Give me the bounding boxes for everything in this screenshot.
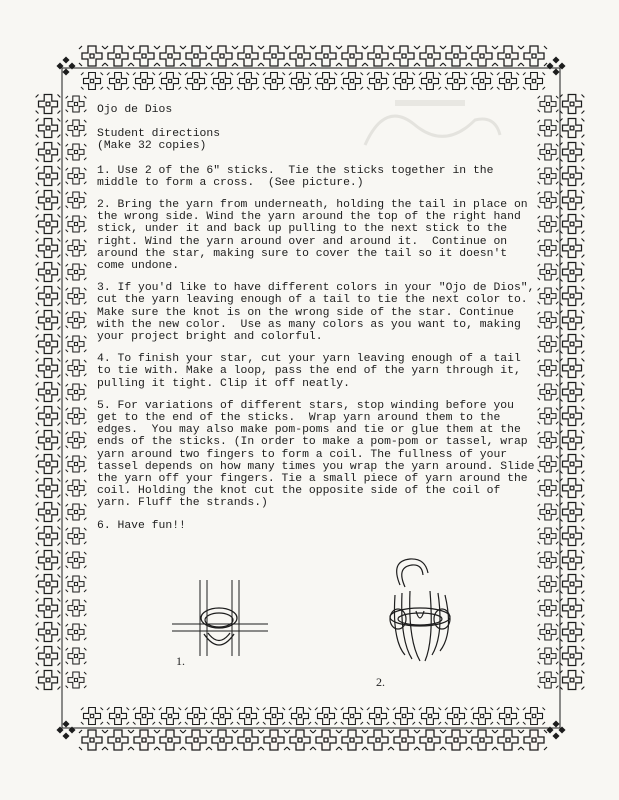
border-motif [538, 552, 559, 568]
border-motif [560, 623, 585, 642]
border-motif [538, 576, 559, 592]
border-motif [107, 708, 129, 725]
border-motif [391, 46, 417, 66]
border-motif [105, 46, 131, 66]
border-motif [66, 432, 87, 448]
border-motif [66, 264, 87, 280]
border-motif [495, 46, 521, 66]
border-motif [538, 264, 559, 280]
border-motif [560, 407, 585, 426]
border-motif [560, 479, 585, 498]
border-motif [365, 46, 391, 66]
border-motif [81, 73, 103, 90]
border-motif [538, 360, 559, 376]
border-motif [263, 708, 285, 725]
border-motif [417, 730, 443, 750]
border-motif [560, 551, 585, 570]
border-motif [560, 431, 585, 450]
border-motif [391, 730, 417, 750]
border-motif [36, 527, 61, 546]
border-motif [36, 431, 61, 450]
border-motif [560, 191, 585, 210]
border-motif [66, 408, 87, 424]
border-motif [36, 335, 61, 354]
border-motif [443, 46, 469, 66]
step-4: 4. To finish your star, cut your yarn leaving enough of a tail to tie with. Make a loop, pass the end of the yarn through it, pulling it tight. Clip it off neatly. [97, 353, 528, 390]
border-motif [560, 215, 585, 234]
border-motif [560, 263, 585, 282]
border-motif [36, 263, 61, 282]
figure-2-label: 2. [376, 675, 385, 689]
border-motif [497, 708, 519, 725]
border-motif [445, 708, 467, 725]
border-motif [393, 708, 415, 725]
border-motif [495, 730, 521, 750]
border-motif [66, 120, 87, 136]
border-motif [66, 528, 87, 544]
border-motif [538, 408, 559, 424]
border-motif [183, 46, 209, 66]
border-motif [341, 708, 363, 725]
directions-text [97, 104, 542, 542]
border-motif [107, 73, 129, 90]
border-motif [560, 383, 585, 402]
border-motif [66, 576, 87, 592]
step-2: 2. Bring the yarn from underneath, holding the tail in place on the wrong side. Wind the yarn around the top of the right hand stick, under it and back up pulling to the next stick to the right. Wind the yarn around over and around it. Continue on around the star, making sure to cover the tail so it doesn't come undone. [97, 199, 535, 273]
border-motif [133, 73, 155, 90]
border-motif [560, 527, 585, 546]
border-motif [560, 455, 585, 474]
border-motif [36, 551, 61, 570]
diamond-dots-icon [546, 56, 565, 75]
border-motif [287, 730, 313, 750]
border-motif [211, 73, 233, 90]
border-motif [79, 46, 105, 66]
border-motif [79, 730, 105, 750]
border-motif [185, 708, 207, 725]
border-motif [313, 730, 339, 750]
border-motif [133, 708, 155, 725]
border-motif [81, 708, 103, 725]
border-motif [66, 336, 87, 352]
border-motif [560, 671, 585, 690]
border-motif [289, 708, 311, 725]
figure-1-knot-diagram [170, 578, 270, 658]
diamond-dots-icon [56, 56, 75, 75]
border-motif [237, 73, 259, 90]
border-motif [36, 383, 61, 402]
border-motif [538, 144, 559, 160]
border-motif [538, 168, 559, 184]
border-motif [209, 46, 235, 66]
border-motif [261, 46, 287, 66]
border-motif [263, 73, 285, 90]
border-motif [538, 480, 559, 496]
border-motif [538, 336, 559, 352]
border-motif [159, 73, 181, 90]
copies-note: (Make 32 copies) [97, 140, 207, 153]
step-5: 5. For variations of different stars, stop winding before you get to the end of the sticks. Wrap yarn around them to the edges. You may also make pom-poms and tie or glue them at the ends of the sticks. (In order to make a pom-pom or tassel, wrap yarn around two fingers to form a coil. The fullness of your tassel depends on how many times you wrap the yarn around. Slide the yarn off your fingers. Tie a small piece of yarn around the coil. Holding the knot cut the opposite side of the coil of yarn. Fluff the strands.) [97, 399, 542, 510]
border-motif [66, 504, 87, 520]
border-motif [66, 456, 87, 472]
border-motif [36, 647, 61, 666]
border-motif [538, 648, 559, 664]
border-motif [66, 288, 87, 304]
border-motif [66, 648, 87, 664]
border-motif [560, 503, 585, 522]
border-motif [36, 455, 61, 474]
border-motif [36, 311, 61, 330]
border-motif [538, 528, 559, 544]
border-motif [560, 167, 585, 186]
border-motif [36, 143, 61, 162]
border-motif [315, 73, 337, 90]
border-motif [523, 708, 545, 725]
border-motif [523, 73, 545, 90]
border-motif [211, 708, 233, 725]
border-motif [36, 503, 61, 522]
border-motif [560, 647, 585, 666]
border-motif [521, 46, 547, 66]
border-motif [36, 95, 61, 114]
border-motif [560, 335, 585, 354]
border-motif [538, 120, 559, 136]
border-motif [131, 46, 157, 66]
border-motif [560, 95, 585, 114]
border-motif [560, 287, 585, 306]
diamond-dots-icon [546, 720, 565, 739]
border-motif [66, 216, 87, 232]
border-motif [235, 46, 261, 66]
border-motif [538, 624, 559, 640]
border-motif [538, 240, 559, 256]
border-motif [538, 600, 559, 616]
border-motif [367, 73, 389, 90]
border-motif [339, 730, 365, 750]
border-motif [183, 730, 209, 750]
border-motif [538, 192, 559, 208]
border-motif [66, 552, 87, 568]
border-motif [287, 46, 313, 66]
border-motif [36, 671, 61, 690]
border-motif [469, 46, 495, 66]
step-1: 1. Use 2 of the 6" sticks. Tie the sticks together in the middle to form a cross. (See picture.) [97, 164, 501, 189]
border-motif [469, 730, 495, 750]
border-motif [36, 167, 61, 186]
border-motif [66, 312, 87, 328]
border-motif [36, 215, 61, 234]
border-motif [419, 708, 441, 725]
border-motif [393, 73, 415, 90]
step-3: 3. If you'd like to have different colors in your "Ojo de Dios", cut the yarn leaving enough of a tail to tie the next color to. Make sure the knot is on the wrong side of the star. Continue with the new color. Use as many colors as you want to, making your project bright and colorful. [97, 282, 542, 344]
border-motif [289, 73, 311, 90]
border-motif [560, 575, 585, 594]
border-motif [36, 407, 61, 426]
border-motif [538, 504, 559, 520]
border-motif [66, 480, 87, 496]
border-motif [36, 287, 61, 306]
document-title: Ojo de Dios [97, 104, 173, 116]
border-motif [185, 73, 207, 90]
document-subtitle: Student directions [97, 128, 221, 141]
figure-1-label: 1. [176, 654, 185, 668]
border-motif [365, 730, 391, 750]
border-motif [560, 359, 585, 378]
border-motif [157, 46, 183, 66]
figure-2-coil-diagram [370, 555, 470, 680]
border-motif [66, 192, 87, 208]
step-6: 6. Have fun!! [97, 519, 186, 532]
border-motif [443, 730, 469, 750]
border-motif [66, 240, 87, 256]
border-motif [36, 359, 61, 378]
border-motif [36, 191, 61, 210]
border-motif [36, 479, 61, 498]
border-motif [538, 216, 559, 232]
border-motif [560, 239, 585, 258]
border-motif [521, 730, 547, 750]
border-motif [235, 730, 261, 750]
border-motif [315, 708, 337, 725]
border-motif [66, 672, 87, 688]
border-motif [560, 599, 585, 618]
border-motif [36, 599, 61, 618]
border-motif [159, 708, 181, 725]
border-motif [261, 730, 287, 750]
border-motif [66, 384, 87, 400]
border-motif [66, 600, 87, 616]
diamond-dots-icon [56, 720, 75, 739]
border-motif [538, 96, 559, 112]
border-motif [209, 730, 235, 750]
border-motif [66, 96, 87, 112]
border-motif [471, 708, 493, 725]
border-motif [36, 575, 61, 594]
border-motif [560, 311, 585, 330]
border-motif [445, 73, 467, 90]
border-motif [66, 360, 87, 376]
border-motif [157, 730, 183, 750]
border-motif [538, 672, 559, 688]
border-motif [341, 73, 363, 90]
border-motif [66, 168, 87, 184]
border-motif [313, 46, 339, 66]
border-motif [36, 239, 61, 258]
border-motif [497, 73, 519, 90]
border-motif [538, 432, 559, 448]
border-motif [105, 730, 131, 750]
border-motif [66, 624, 87, 640]
border-motif [237, 708, 259, 725]
border-motif [417, 46, 443, 66]
border-motif [36, 119, 61, 138]
border-motif [367, 708, 389, 725]
border-motif [66, 144, 87, 160]
border-motif [419, 73, 441, 90]
border-motif [339, 46, 365, 66]
border-motif [560, 143, 585, 162]
border-motif [538, 312, 559, 328]
border-motif [471, 73, 493, 90]
border-motif [538, 384, 559, 400]
border-motif [131, 730, 157, 750]
border-motif [560, 119, 585, 138]
border-motif [36, 623, 61, 642]
